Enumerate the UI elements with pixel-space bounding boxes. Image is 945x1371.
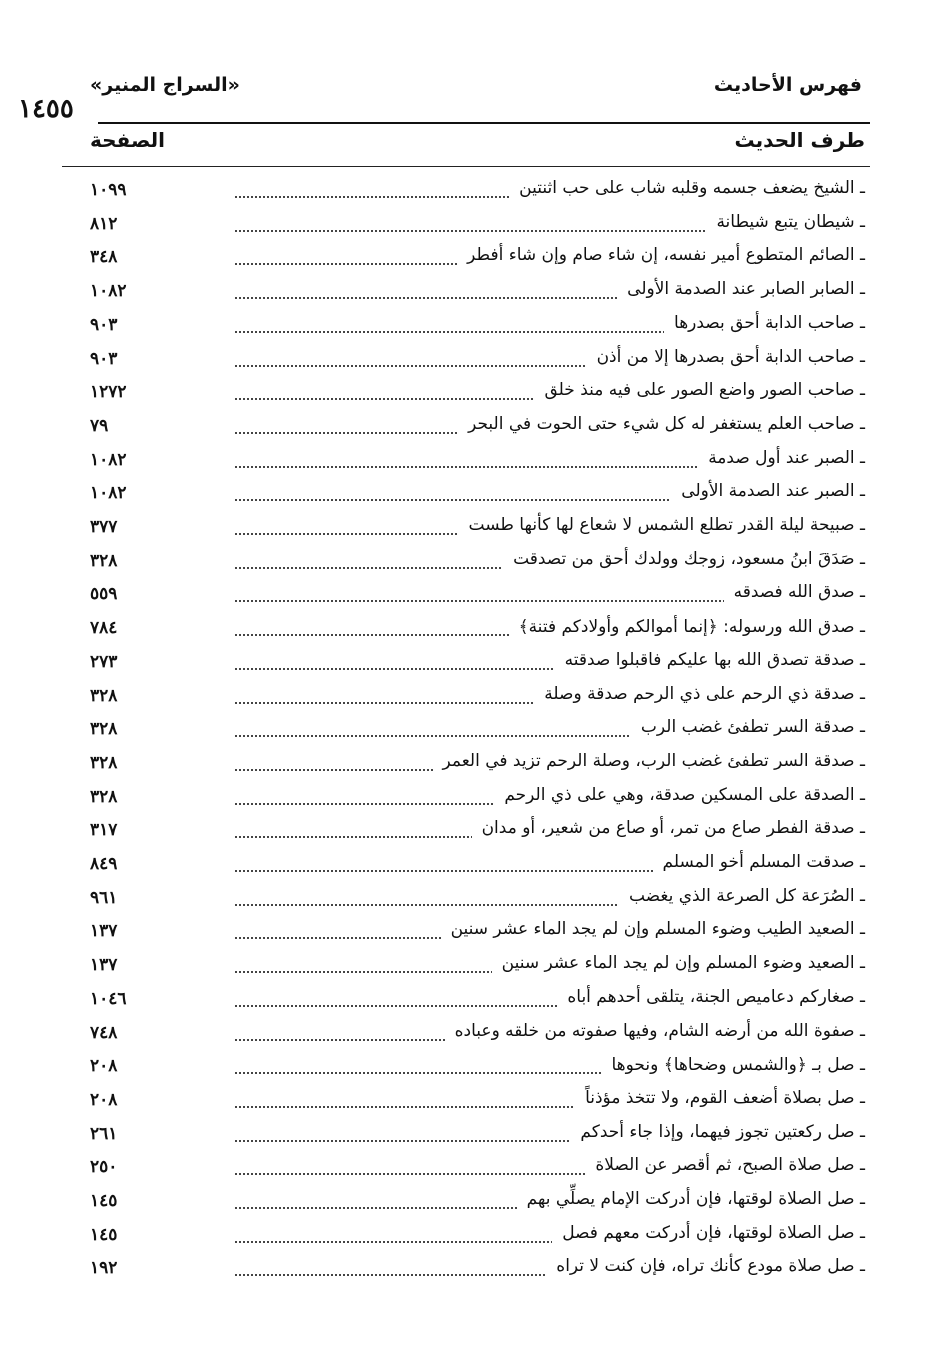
entry-hadith-text: ـ صدقت المسلم أخو المسلم — [653, 852, 865, 872]
entry-page-number: ٩٦١ — [90, 887, 118, 908]
index-entry — [70, 212, 865, 242]
index-entry — [70, 650, 865, 680]
entry-hadith-text: ـ صفوة الله من أرضه الشام، وفيها صفوته من خلقه وعباده — [445, 1021, 865, 1041]
entry-page-number: ٢٥٠ — [90, 1157, 118, 1178]
entry-hadith-text: ـ صدقة السر تطفئ غضب الرب — [631, 717, 865, 737]
entry-hadith-text: ـ صاحب الدابة أحق بصدرها — [664, 313, 865, 333]
entry-page-number: ٥٥٩ — [90, 584, 118, 605]
index-entry — [70, 919, 865, 949]
entry-hadith-text: ـ صدقة تصدق الله بها عليكم فاقبلوا صدقته — [555, 650, 865, 670]
entry-hadith-text: ـ صدقة السر تطفئ غضب الرب، وصلة الرحم تزيد في العمر — [433, 751, 865, 771]
entry-page-number: ٧٩ — [90, 415, 109, 436]
index-entry — [70, 818, 865, 848]
entry-page-number: ٣٢٨ — [90, 752, 118, 773]
dot-leader — [235, 466, 745, 468]
index-entry — [70, 313, 865, 343]
dot-leader — [235, 230, 745, 232]
entry-hadith-text: ـ الصائم المتطوع أمير نفسه، إن شاء صام وإن شاء أفطر — [457, 245, 865, 265]
entry-hadith-text: ـ صدقة ذي الرحم على ذي الرحم صدقة وصلة — [534, 684, 865, 704]
index-entry — [70, 1021, 865, 1051]
entry-hadith-text: ـ صدقة الفطر صاع من تمر، أو صاع من شعير، أو مدان — [472, 818, 865, 838]
index-entry — [70, 751, 865, 781]
index-entry — [70, 448, 865, 478]
entry-page-number: ٧٤٨ — [90, 1022, 118, 1043]
entry-hadith-text: ـ الصابر الصابر عند الصدمة الأولى — [617, 279, 865, 299]
index-entry — [70, 1088, 865, 1118]
entry-hadith-text: ـ الصُرَعة كل الصرعة الذي يغضب — [619, 886, 865, 906]
entry-hadith-text: ـ صل الصلاة لوقتها، فإن أدركت معهم فصل — [552, 1223, 865, 1243]
entry-page-number: ١٠٨٢ — [90, 281, 127, 302]
dot-leader — [235, 499, 745, 501]
entry-page-number: ١٠٤٦ — [90, 988, 127, 1009]
index-entry — [70, 886, 865, 916]
entry-hadith-text: ـ الصبر عند الصدمة الأولى — [671, 481, 865, 501]
index-entry — [70, 178, 865, 208]
entry-page-number: ١٠٨٢ — [90, 449, 127, 470]
column-heading-rule — [62, 166, 870, 167]
entry-hadith-text: ـ صاحب العلم يستغفر له كل شيء حتى الحوت في البحر — [458, 414, 865, 434]
entry-hadith-text: ـ صل ركعتين تجوز فيهما، وإذا جاء أحدكم — [570, 1122, 865, 1142]
entry-page-number: ١٠٩٩ — [90, 180, 127, 200]
entry-hadith-text: ـ صل صلاة الصبح، ثم أقصر عن الصلاة — [585, 1155, 865, 1175]
entry-hadith-text: ـ الشيخ يضعف جسمه وقلبه شاب على حب اثنتين — [509, 178, 865, 198]
entry-page-number: ١٣٧ — [90, 921, 118, 942]
index-entry — [70, 785, 865, 815]
index-entry — [70, 380, 865, 410]
entry-page-number: ١٣٧ — [90, 955, 118, 976]
entry-hadith-text: ـ صل بصلاة أضعف القوم، ولا تتخذ مؤذناً — [575, 1088, 865, 1108]
entry-hadith-text: ـ صدق الله فصدقه — [724, 582, 865, 602]
index-entry — [70, 953, 865, 983]
entry-hadith-text: ـ الصعيد وضوء المسلم وإن لم يجد الماء عشر سنين — [492, 953, 865, 973]
entry-hadith-text: ـ شيطان يتبع شيطانة — [706, 212, 865, 232]
page-header — [18, 72, 870, 124]
entry-page-number: ٢٦١ — [90, 1123, 118, 1144]
dot-leader — [235, 600, 745, 602]
entry-page-number: ٢٠٨ — [90, 1089, 118, 1110]
entry-page-number: ١٤٥ — [90, 1191, 118, 1211]
entry-hadith-text: ـ صل الصلاة لوقتها، فإن أدركت الإمام يصلِّي بهم — [517, 1189, 865, 1209]
entry-page-number: ٣٤٨ — [90, 247, 118, 268]
entry-hadith-text: ـ صاحب الدابة أحق بصدرها إلا من أذن — [587, 347, 865, 367]
index-entry — [70, 347, 865, 377]
entry-hadith-text: ـ صَدَقَ ابنُ مسعود، زوجك وولدك أحق من تصدقت — [503, 549, 865, 569]
entry-hadith-text: ـ صبيحة ليلة القدر تطلع الشمس لا شعاع لها كأنها طست — [459, 515, 865, 535]
entry-page-number: ٣١٧ — [90, 820, 118, 841]
entry-page-number: ٣٢٨ — [90, 719, 118, 740]
entry-hadith-text: ـ صاحب الصور واضع الصور على فيه منذ خلق — [534, 380, 865, 400]
entry-page-number: ٣٧٧ — [90, 517, 118, 537]
index-entry — [70, 549, 865, 579]
entry-hadith-text: ـ صل بـ ﴿والشمس وضحاها﴾ ونحوها — [601, 1054, 865, 1075]
entry-hadith-text: ـ صل صلاة مودع كأنك تراه، فإن كنت لا تراه — [546, 1256, 865, 1276]
index-entry — [70, 245, 865, 275]
index-entry — [70, 852, 865, 882]
entry-page-number: ٢٧٣ — [90, 651, 118, 672]
header-rule — [98, 122, 870, 124]
entry-page-number: ٧٨٤ — [90, 618, 118, 639]
entry-hadith-text: ـ الصبر عند أول صدمة — [698, 448, 865, 468]
entry-hadith-text: ـ صغاركم دعاميص الجنة، يتلقى أحدهم أباه — [557, 987, 865, 1007]
entry-page-number: ١٩٢ — [90, 1258, 118, 1279]
entry-page-number: ٨٤٩ — [90, 854, 118, 874]
index-entry — [70, 1155, 865, 1185]
entry-page-number: ١٤٥ — [90, 1224, 118, 1245]
index-entry — [70, 717, 865, 747]
entry-hadith-text: ـ الصدقة على المسكين صدقة، وهي على ذي الرحم — [494, 785, 865, 805]
index-entry — [70, 1122, 865, 1152]
index-entry — [70, 684, 865, 714]
page-number: ١٤٥٥ — [18, 94, 74, 124]
index-entry — [70, 987, 865, 1017]
hadith-column-heading: طرف الحديث — [734, 128, 865, 152]
index-entry — [70, 1189, 865, 1219]
entry-page-number: ٩٠٣ — [90, 348, 118, 369]
index-entry — [70, 1223, 865, 1253]
index-entry — [70, 481, 865, 511]
entry-hadith-text: ـ الصعيد الطيب وضوء المسلم وإن لم يجد الماء عشر سنين — [441, 919, 865, 939]
entry-page-number: ٨١٢ — [90, 213, 118, 234]
entry-page-number: ٩٠٣ — [90, 314, 118, 335]
entry-page-number: ١٠٨٢ — [90, 483, 127, 504]
entry-hadith-text: ـ صدق الله ورسوله: ﴿إنما أموالكم وأولادكم فتنة﴾ — [509, 616, 865, 637]
entry-page-number: ١٢٧٢ — [90, 382, 127, 403]
entry-page-number: ٣٢٨ — [90, 786, 118, 807]
entry-page-number: ٢٠٨ — [90, 1056, 118, 1077]
index-entry — [70, 1054, 865, 1084]
index-title: فهرس الأحاديث — [713, 74, 862, 96]
index-entry — [70, 414, 865, 444]
index-entry — [70, 1256, 865, 1286]
index-entry — [70, 515, 865, 545]
page-column-heading: الصفحة — [90, 128, 166, 152]
entry-page-number: ٣٢٨ — [90, 550, 118, 571]
book-title: «السراج المنير» — [90, 74, 240, 96]
index-entry — [70, 616, 865, 646]
index-entry — [70, 582, 865, 612]
index-entry — [70, 279, 865, 309]
entry-page-number: ٣٢٨ — [90, 685, 118, 706]
